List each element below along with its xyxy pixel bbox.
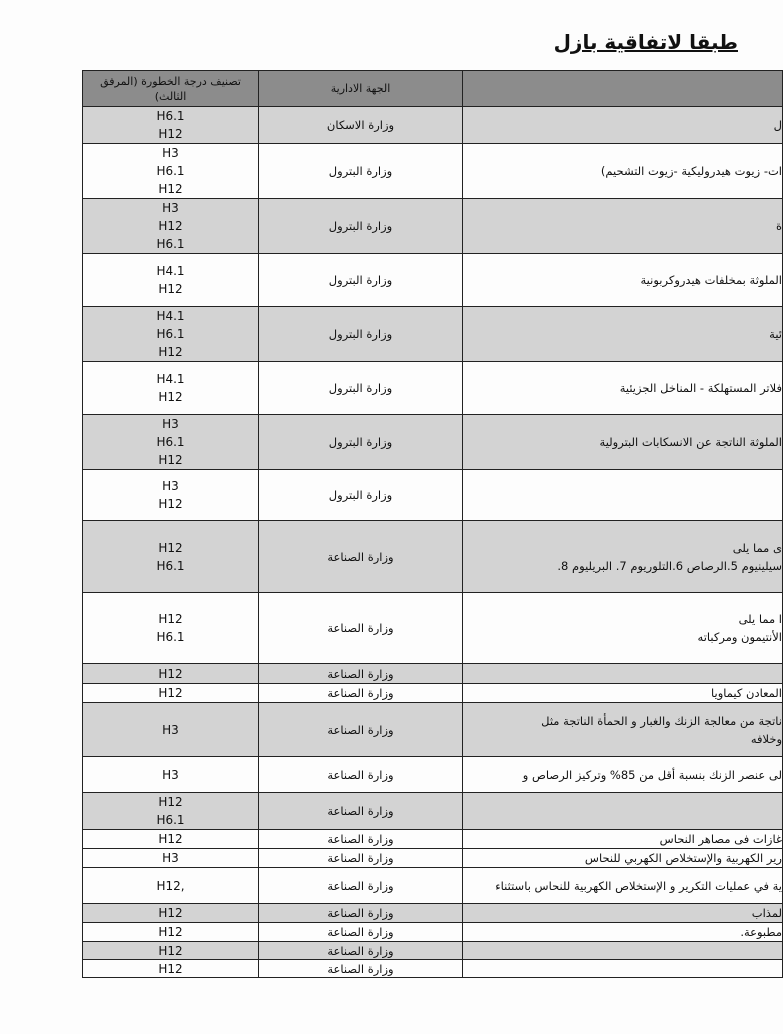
hazard-code: H12 <box>158 540 183 555</box>
description-line: لمذاب <box>751 906 782 920</box>
hazard-code: H6.1 <box>156 813 185 827</box>
description-line: ناتجة من معالجة الزنك والغبار و الحمأة الناتجة مثل <box>541 713 782 728</box>
hazard-codes-cell <box>83 254 259 307</box>
description-line: ة <box>775 219 782 233</box>
table-row <box>83 415 783 470</box>
description-cell <box>463 793 783 830</box>
authority-cell: وزارة الصناعة <box>259 849 463 868</box>
hazard-codes-cell <box>83 942 259 960</box>
table-row <box>83 923 783 942</box>
description-cell <box>463 830 783 849</box>
hazard-codes-cell <box>83 470 259 521</box>
table-row <box>83 664 783 684</box>
hazard-code: H3 <box>162 201 179 215</box>
hazard-codes-cell <box>83 703 259 757</box>
description-cell <box>463 703 783 757</box>
description-line: ية في عمليات التكرير و الإستخلاص الكهربية للنحاس باستثناء <box>495 878 782 893</box>
authority-cell: وزارة الصناعة <box>259 923 463 942</box>
hazard-code: H12 <box>158 906 183 920</box>
authority-cell: وزارة الصناعة <box>259 757 463 793</box>
description-line: ات- زيوت هيدروليكية -زيوت التشحيم) <box>600 164 782 178</box>
description-cell <box>463 904 783 923</box>
description-line: ل <box>773 118 782 132</box>
hazard-code: H3 <box>162 767 179 782</box>
hazard-codes-cell <box>83 684 259 703</box>
hazard-codes-cell <box>83 415 259 470</box>
hazard-code: H6.1 <box>156 327 185 341</box>
authority-cell: وزارة البترول <box>259 470 463 521</box>
hazard-code: H12 <box>158 961 183 976</box>
hazard-code: H3 <box>162 479 179 493</box>
description-cell <box>463 664 783 684</box>
hazard-code: H12 <box>158 219 183 233</box>
table-row <box>83 942 783 960</box>
table-row <box>83 703 783 757</box>
table-row <box>83 199 783 254</box>
table-row <box>83 593 783 664</box>
hazard-code: H6.1 <box>156 109 185 123</box>
hazard-code: H12 <box>158 345 183 359</box>
hazard-code: H6.1 <box>156 630 185 644</box>
hazard-codes-cell <box>83 144 259 199</box>
table-header-row <box>83 71 783 107</box>
description-cell <box>463 144 783 199</box>
hazard-code: H6.1 <box>156 237 185 251</box>
hazard-code: H12 <box>158 612 183 626</box>
hazard-codes-cell <box>83 664 259 684</box>
authority-cell: وزارة الصناعة <box>259 942 463 960</box>
header-authority: الجهة الادارية <box>259 71 463 107</box>
table-row <box>83 960 783 978</box>
description-line: غازات فى مصاهر النحاس <box>659 832 782 846</box>
table-row <box>83 849 783 868</box>
description-line: مطبوعة. <box>740 925 782 939</box>
hazard-codes-cell <box>83 793 259 830</box>
description-line: المعادن كيماويا <box>711 686 782 700</box>
description-cell <box>463 849 783 868</box>
hazard-code: H12 <box>158 666 183 681</box>
hazard-codes-cell <box>83 362 259 415</box>
hazard-codes-cell <box>83 960 259 978</box>
header-classification: تصنيف درجة الخطورة (المرفق الثالث) <box>83 71 259 107</box>
table-row <box>83 107 783 144</box>
description-line: الملوثة الناتجة عن الانسكابات البترولية <box>599 435 782 449</box>
description-line: الملوثة بمخلفات هيدروكربونية <box>640 273 782 287</box>
hazard-codes-cell <box>83 904 259 923</box>
authority-cell: وزارة الصناعة <box>259 830 463 849</box>
hazard-code: H4.1 <box>156 264 185 278</box>
table-row <box>83 793 783 830</box>
hazard-code: H6.1 <box>156 164 185 178</box>
hazard-code: H6.1 <box>156 558 185 573</box>
hazard-code: H12 <box>158 182 183 196</box>
description-cell <box>463 684 783 703</box>
table-row <box>83 362 783 415</box>
hazard-codes-cell <box>83 593 259 664</box>
description-cell <box>463 199 783 254</box>
table-row <box>83 684 783 703</box>
hazard-code: H12 <box>158 686 183 700</box>
authority-cell: وزارة البترول <box>259 254 463 307</box>
description-cell <box>463 415 783 470</box>
description-cell <box>463 521 783 593</box>
header-description <box>463 71 783 107</box>
hazard-code: H3 <box>162 146 179 160</box>
authority-cell: وزارة الصناعة <box>259 868 463 904</box>
authority-cell: وزارة البترول <box>259 144 463 199</box>
authority-cell: وزارة الصناعة <box>259 960 463 978</box>
description-cell <box>463 868 783 904</box>
hazard-code: H12 <box>158 453 183 467</box>
hazard-codes-cell <box>83 849 259 868</box>
hazard-codes-cell <box>83 757 259 793</box>
authority-cell: وزارة الصناعة <box>259 593 463 664</box>
authority-cell: وزارة البترول <box>259 199 463 254</box>
hazard-codes-cell <box>83 107 259 144</box>
hazard-code: H12 <box>158 282 183 296</box>
hazard-code: H12 <box>158 127 183 141</box>
hazard-code: H12 <box>158 390 183 404</box>
hazard-codes-cell <box>83 199 259 254</box>
hazard-code: H12 <box>158 925 183 939</box>
description-line: رير الكهربية والإستخلاص الكهربي للنحاس <box>584 851 782 865</box>
hazard-code: H3 <box>162 722 179 737</box>
authority-cell: وزارة الصناعة <box>259 684 463 703</box>
authority-cell: وزارة البترول <box>259 362 463 415</box>
waste-classification-table <box>82 70 783 978</box>
description-line: ا مما يلى <box>738 612 782 626</box>
hazard-code: H4.1 <box>156 372 185 386</box>
description-line: ى مما يلى <box>732 540 782 555</box>
hazard-codes-cell <box>83 923 259 942</box>
authority-cell: وزارة البترول <box>259 307 463 362</box>
description-cell <box>463 362 783 415</box>
authority-cell: وزارة الصناعة <box>259 664 463 684</box>
description-line: لى عنصر الزنك بنسبة أقل من 85% وتركيز الرصاص و <box>522 767 782 782</box>
table-row <box>83 470 783 521</box>
description-cell <box>463 923 783 942</box>
description-cell <box>463 470 783 521</box>
description-cell <box>463 960 783 978</box>
description-line: الأنتيمون ومركباته <box>697 630 782 644</box>
authority-cell: وزارة الصناعة <box>259 793 463 830</box>
description-cell <box>463 593 783 664</box>
hazard-code: H12 <box>158 943 183 958</box>
table-row <box>83 521 783 593</box>
hazard-code: H12, <box>156 878 185 893</box>
hazard-code: H4.1 <box>156 309 185 323</box>
table-row <box>83 904 783 923</box>
table-row <box>83 144 783 199</box>
description-cell <box>463 307 783 362</box>
authority-cell: وزارة الصناعة <box>259 904 463 923</box>
hazard-codes-cell <box>83 868 259 904</box>
authority-cell: وزارة الصناعة <box>259 703 463 757</box>
hazard-codes-cell <box>83 830 259 849</box>
page-heading: طبقا لاتفاقية بازل <box>553 30 738 54</box>
hazard-code: H12 <box>158 832 183 846</box>
hazard-codes-cell <box>83 307 259 362</box>
authority-cell: وزارة الاسكان <box>259 107 463 144</box>
table-row <box>83 254 783 307</box>
description-cell <box>463 107 783 144</box>
hazard-code: H3 <box>162 417 179 431</box>
description-line: سيلينيوم 5.الرصاص 6.التلوريوم 7. البريليوم 8. <box>557 558 782 573</box>
description-cell <box>463 254 783 307</box>
hazard-code: H6.1 <box>156 435 185 449</box>
table-row <box>83 307 783 362</box>
description-cell <box>463 942 783 960</box>
table-row <box>83 868 783 904</box>
table-row <box>83 830 783 849</box>
hazard-code: H12 <box>158 795 183 809</box>
description-line: ئية <box>769 327 782 341</box>
authority-cell: وزارة البترول <box>259 415 463 470</box>
description-line: فلاتر المستهلكة - المناخل الجزيئية <box>619 381 782 395</box>
authority-cell: وزارة الصناعة <box>259 521 463 593</box>
table-row <box>83 757 783 793</box>
description-cell <box>463 757 783 793</box>
hazard-code: H3 <box>162 851 179 865</box>
hazard-code: H12 <box>158 497 183 511</box>
hazard-codes-cell <box>83 521 259 593</box>
description-line: وخلافه <box>750 731 782 746</box>
